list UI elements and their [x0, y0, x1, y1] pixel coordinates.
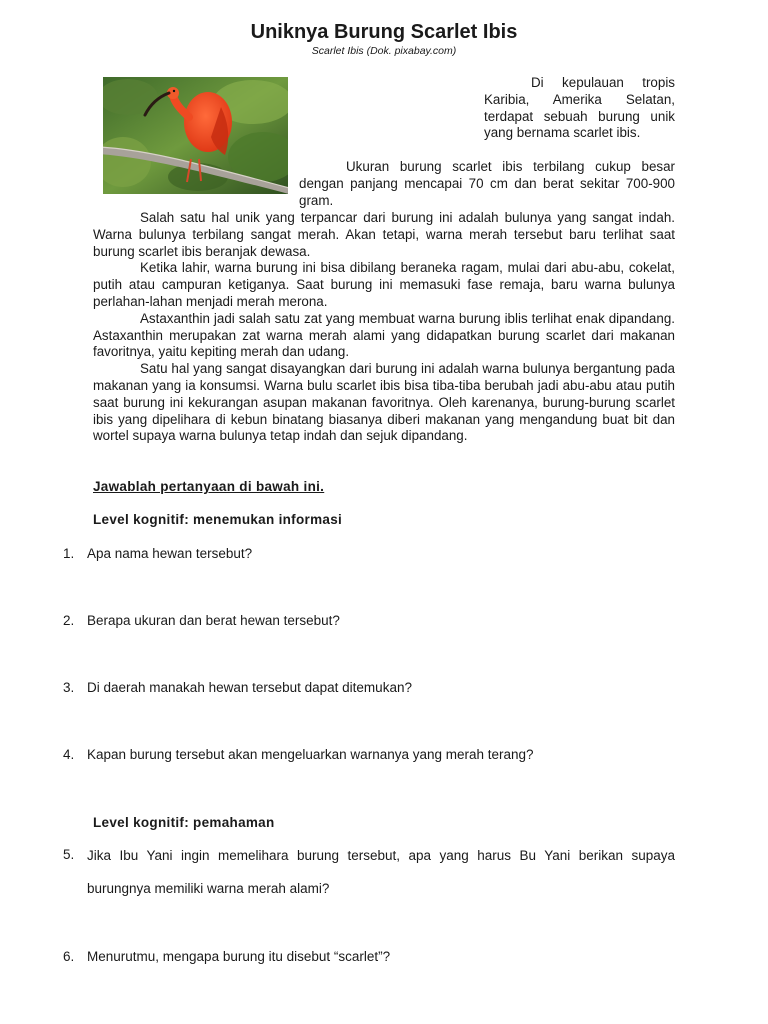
question-text: Kapan burung tersebut akan mengeluarkan warnanya yang merah terang?	[87, 747, 534, 762]
question-text: Di daerah manakah hewan tersebut dapat ditemukan?	[87, 680, 412, 695]
question-number: 4.	[63, 747, 75, 762]
question-text: Apa nama hewan tersebut?	[87, 546, 253, 561]
cognitive-level-1-heading: Level kognitif: menemukan informasi	[93, 512, 343, 527]
question-text: Berapa ukuran dan berat hewan tersebut?	[87, 613, 340, 628]
instructions-heading: Jawablah pertanyaan di bawah ini.	[93, 479, 325, 494]
article-paragraph-2-text: Ukuran burung scarlet ibis terbilang cukup besar dengan panjang mencapai 70 cm dan berat sekitar 700-900 gram.	[299, 159, 675, 208]
article-paragraph-3: Salah satu hal unik yang terpancar dari burung ini adalah bulunya yang sangat indah. Warna bulunya terbilang sangat merah. Akan tetapi, warna merah tersebut baru terlihat saat burung scarlet ibis beranjak dewasa.	[93, 210, 675, 259]
question-number: 6.	[63, 949, 75, 964]
article-paragraph-4: Ketika lahir, warna burung ini bisa dibilang beraneka ragam, mulai dari abu-abu, cokelat, putih atau campuran ketiganya. Saat burung ini memasuki fase remaja, baru warna bulunya perlahan-lahan menjadi merah merona.	[93, 260, 675, 309]
question-number: 3.	[63, 680, 75, 695]
question-number: 2.	[63, 613, 75, 628]
article-body	[93, 210, 675, 445]
article-paragraph-2	[299, 159, 675, 209]
question-number: 1.	[63, 546, 75, 561]
article-paragraph-1	[484, 75, 675, 142]
question-text: Menurutmu, mengapa burung itu disebut “scarlet”?	[87, 949, 391, 964]
scarlet-ibis-photo	[103, 77, 288, 194]
document-title: Uniknya Burung Scarlet Ibis	[250, 21, 518, 43]
question-text: Jika Ibu Yani ingin memelihara burung tersebut, apa yang harus Bu Yani berikan supaya burungnya memiliki warna merah alami?	[87, 848, 675, 896]
article-paragraph-5: Astaxanthin jadi salah satu zat yang membuat warna burung iblis terlihat enak dipandang. Astaxanthin merupakan zat warna merah alami yang didapatkan burung scarlet dari makanan favoritnya, yaitu kepiting merah dan udang.	[93, 310, 675, 360]
question-number: 5.	[63, 847, 75, 862]
image-caption: Scarlet Ibis (Dok. pixabay.com)	[311, 45, 457, 57]
article-paragraph-6: Satu hal yang sangat disayangkan dari burung ini adalah warna bulunya bergantung pada makanan yang ia konsumsi. Warna bulu scarlet ibis bisa tiba-tiba berubah jadi abu-abu atau putih saat burung ini kekurangan asupan makanan favoritnya. Oleh karenanya, burung-burung scarlet ibis yang dipelihara di kebun binatang biasanya diberi makanan yang mengandung buat bit dan wortel supaya warna bulunya tetap indah dan sejuk dipandang.	[93, 361, 675, 444]
cognitive-level-2-heading: Level kognitif: pemahaman	[93, 815, 275, 830]
article-paragraph-1-text: Di kepulauan tropis Karibia, Amerika Selatan, terdapat sebuah burung unik yang bernama scarlet ibis.	[484, 75, 675, 141]
